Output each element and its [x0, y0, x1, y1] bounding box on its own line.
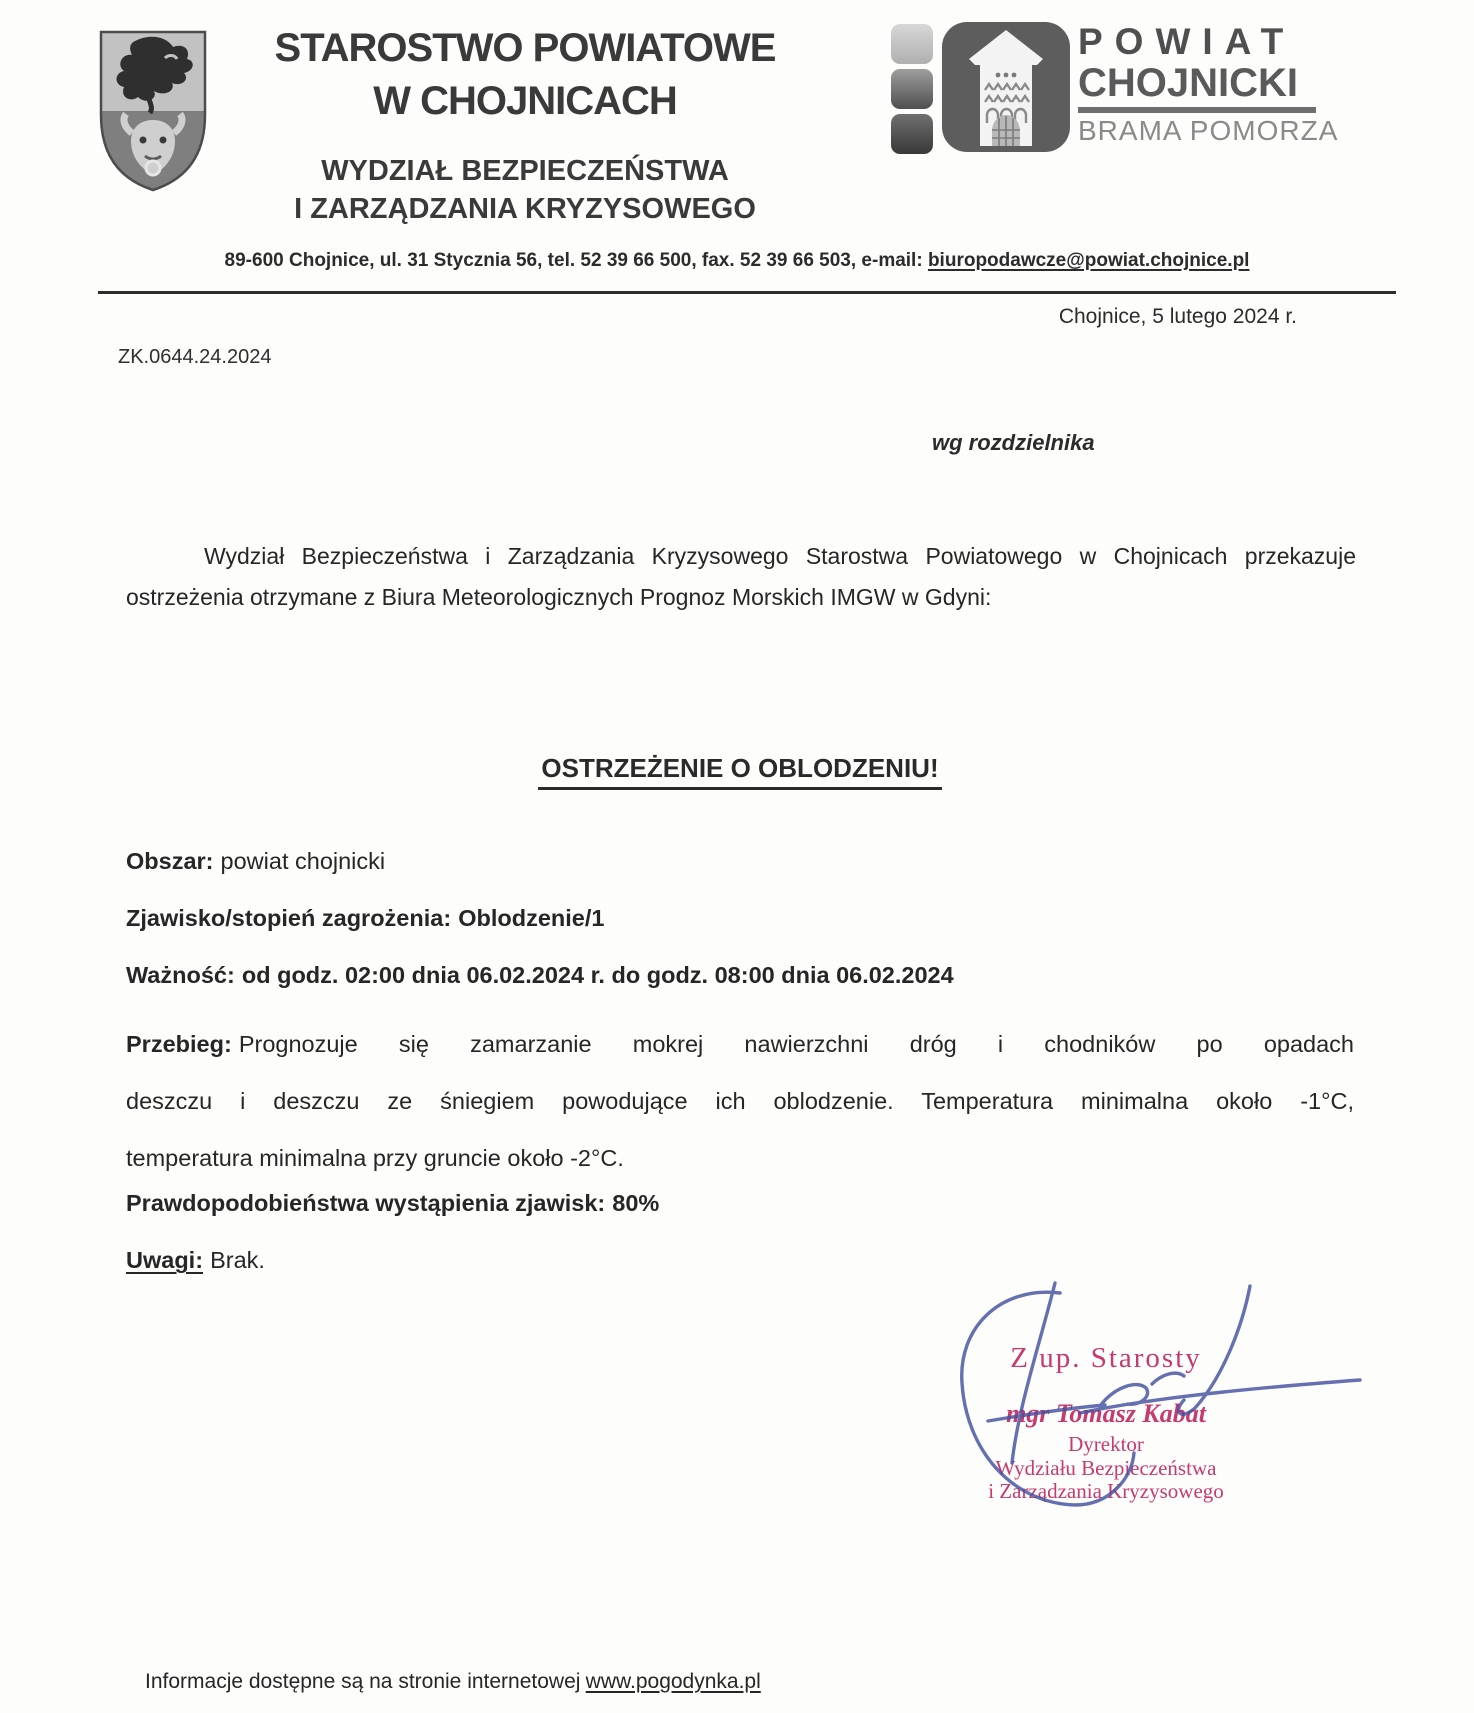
field-probability-value: 80%: [612, 1190, 660, 1216]
letterhead-org-block: [240, 22, 810, 228]
logo-wordmark: [1078, 21, 1339, 146]
logo-square-light: [891, 24, 933, 64]
header-divider: [98, 291, 1396, 294]
field-phenomenon-label: Zjawisko/stopień zagrożenia:: [126, 905, 452, 931]
intro-line1: Wydział Bezpieczeństwa i Zarządzania Kryzysowego Starostwa Powiatowego w Chojnicach przekazuje: [204, 543, 1356, 569]
gate-tower-icon: [940, 20, 1072, 159]
coat-of-arms-icon: [95, 28, 211, 200]
field-phenomenon-value: Oblodzenie/1: [458, 905, 605, 931]
field-course-label: Przebieg:: [126, 1031, 232, 1057]
dept-name-line1: WYDZIAŁ BEZPIECZEŃSTWA: [321, 155, 729, 187]
logo-square-medium: [891, 69, 933, 109]
powiat-chojnicki-logo: [888, 20, 1339, 160]
warning-title-wrap: [126, 753, 1354, 790]
intro-paragraph: [126, 536, 1356, 618]
logo-name-chojnicki: CHOJNICKI: [1078, 61, 1299, 105]
field-probability-label: Prawdopodobieństwa wystąpienia zjawisk:: [126, 1190, 606, 1216]
org-name-line2: W CHOJNICACH: [373, 79, 677, 123]
stamp-name: mgr Tomasz Kabat: [1006, 1399, 1206, 1428]
contact-line: [0, 250, 1474, 272]
logo-name-powiat: POWIAT: [1078, 21, 1296, 62]
field-probability: [126, 1187, 1354, 1219]
footer-text: Informacje dostępne są na stronie internetowej: [145, 1670, 581, 1693]
field-course-line2: deszczu i deszczu ze śniegiem powodujące ich oblodzenie. Temperatura minimalna około -1°C,: [126, 1088, 1354, 1114]
field-area: [126, 845, 1354, 877]
org-name-line1: STAROSTWO POWIATOWE: [274, 26, 776, 70]
dept-name-line2: I ZARZĄDZANIA KRYZYSOWEGO: [294, 193, 756, 225]
field-remarks-label: Uwagi:: [126, 1247, 204, 1273]
logo-square-dark: [891, 114, 933, 154]
contact-address: 89-600 Chojnice, ul. 31 Stycznia 56, tel. 52 39 66 500, fax. 52 39 66 503, e-mail:: [224, 250, 928, 271]
place-date: Chojnice, 5 lutego 2024 r.: [1058, 305, 1297, 328]
logo-tagline: BRAMA POMORZA: [1078, 115, 1339, 146]
warning-title: OSTRZEŻENIE O OBLODZENIU!: [538, 753, 941, 790]
footer-link[interactable]: www.pogodynka.pl: [585, 1670, 761, 1693]
field-validity: [126, 959, 1354, 991]
field-validity-value: od godz. 02:00 dnia 06.02.2024 r. do godz. 08:00 dnia 06.02.2024: [241, 962, 954, 988]
field-remarks-value: Brak.: [210, 1247, 265, 1273]
field-phenomenon: [126, 902, 1354, 934]
field-course-line1: Prognozuje się zamarzanie mokrej nawierzchni dróg i chodników po opadach: [238, 1031, 1354, 1057]
signature-ink: [900, 1258, 1380, 1533]
logo-squares-decoration: [891, 24, 933, 159]
field-course-line3: temperatura minimalna przy gruncie około -2°C.: [126, 1145, 624, 1171]
intro-line2: ostrzeżenia otrzymane z Biura Meteorologicznych Prognoz Morskich IMGW w Gdyni:: [126, 584, 992, 610]
stamp-dept-line1: Wydziału Bezpieczeństwa: [995, 1455, 1217, 1480]
stamp-position: Dyrektor: [1068, 1432, 1144, 1456]
stamp-dept-line2: i Zarządzania Kryzysowego: [988, 1479, 1224, 1503]
contact-email-link[interactable]: biuropodawcze@powiat.chojnice.pl: [927, 250, 1250, 271]
field-area-value: powiat chojnicki: [220, 848, 386, 874]
case-number: ZK.0644.24.2024: [118, 346, 272, 368]
logo-divider-bar: [1078, 107, 1316, 113]
field-course: [126, 1016, 1354, 1187]
distribution-note: wg rozdzielnika: [932, 430, 1095, 455]
footer-note: [145, 1670, 761, 1694]
field-validity-label: Ważność:: [126, 962, 235, 988]
stamp-authorization: Z up. Starosty: [1010, 1342, 1202, 1374]
field-area-label: Obszar:: [126, 848, 214, 874]
